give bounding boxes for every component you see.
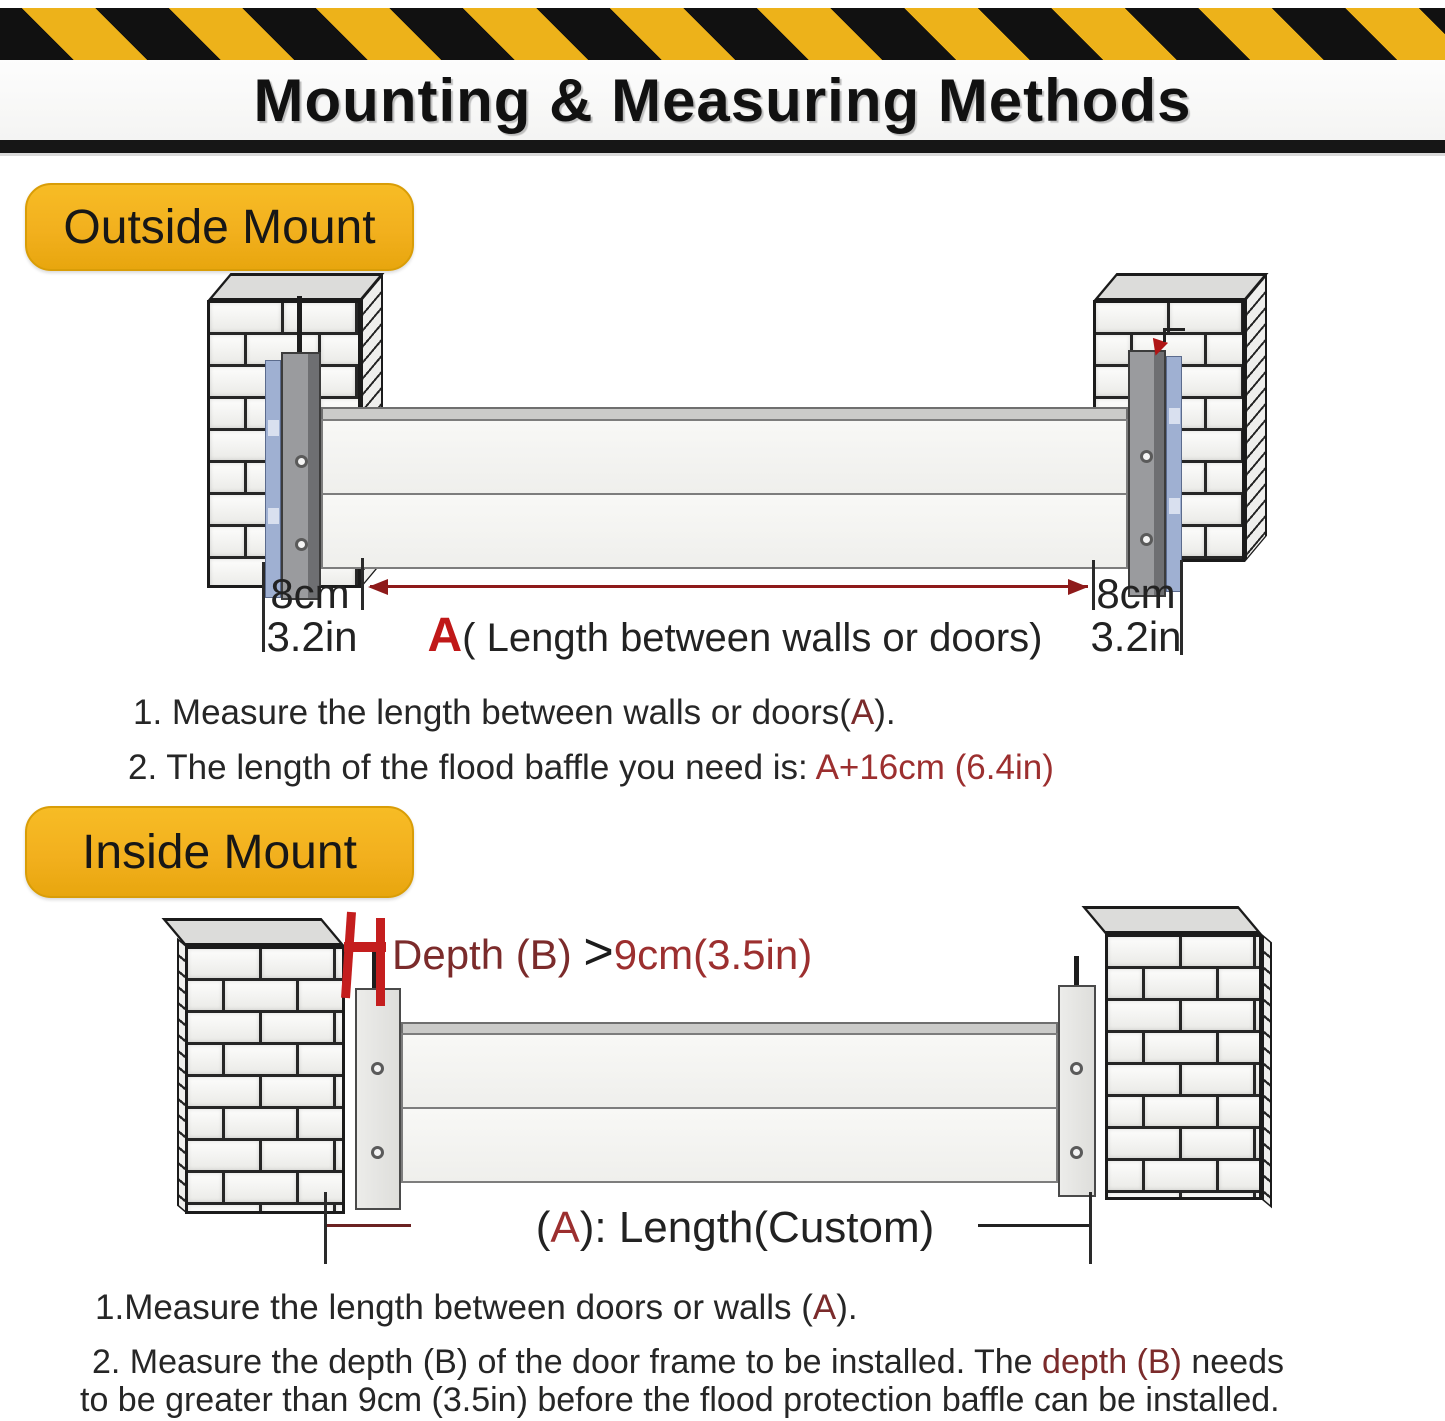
depth-label [392,922,812,982]
inside-length-a: A [550,1203,580,1252]
inside-barrier-panel-upper [401,1033,1058,1109]
inside-instr1-text: 1.Measure the length between doors or walls ( [95,1288,813,1327]
brick-mark-h [1163,328,1185,331]
span-arrow-head-left-icon [368,579,388,595]
inside-dim-tick-left [324,1192,327,1264]
inside-instruction-3: to be greater than 9cm (3.5in) before the flood protection baffle can be installed. [80,1381,1280,1419]
greater-than-sign: > [583,923,614,981]
page-title: Mounting & Measuring Methods [253,67,1192,134]
outside-instr2-text: 2. The length of the flood baffle you need is: [128,748,816,787]
dim-tick-left-inner [361,558,364,610]
inside-length-open: ( [535,1203,551,1252]
inside-mount-label [25,806,414,898]
inside-instruction-2 [92,1343,1284,1382]
inside-length-rest: ): Length(Custom) [579,1203,935,1252]
inside-left-hole-1 [371,1062,384,1075]
inside-right-pillar-top [1082,906,1262,934]
outside-instr1-a: A [850,693,875,732]
outside-instruction-1 [133,693,896,733]
outside-instr1-text: 1. Measure the length between walls or doors( [133,693,851,732]
barrier-panel-upper [321,419,1128,495]
span-arrow-head-right-icon [1068,579,1088,595]
inside-right-hole-2 [1070,1146,1083,1159]
left-mount-channel [281,352,321,600]
left-screw-hole-1 [295,455,308,468]
inside-instr2-depth: depth (B) [1042,1343,1182,1381]
outside-right-pillar-top [1093,273,1268,301]
right-mount-channel [1128,350,1166,597]
dim-right-cm: 8cm [1096,570,1176,617]
span-length-rest: ( Length between walls or doors) [462,616,1043,660]
inside-right-bolt [1074,956,1079,988]
depth-label-pre: Depth (B) [392,931,584,978]
inside-instr1-a: A [812,1288,837,1327]
right-seal-spot-2 [1169,498,1180,514]
outside-instr1-post: ). [874,693,896,732]
span-length-a: A [427,609,463,662]
inside-instruction-1 [95,1288,858,1328]
inside-instr2-post: needs [1181,1343,1284,1381]
span-arrow-line [370,585,1088,588]
divider-bar [0,140,1445,156]
right-screw-hole-2 [1140,533,1153,546]
left-seal-strip [265,360,281,598]
left-seal-spot-2 [268,508,279,524]
inside-right-pillar-front [1105,934,1262,1200]
inside-length-label [430,1203,1040,1253]
inside-instr2-text: 2. Measure the depth (B) of the door frame to be installed. The [92,1343,1043,1381]
inside-right-hole-1 [1070,1062,1083,1075]
inside-left-plate [355,988,401,1210]
outside-mount-label-text: Outside Mount [63,200,376,254]
inside-left-hole-2 [371,1146,384,1159]
dim-left-cm: 8cm [270,570,350,617]
brick-mark-v [1163,328,1166,342]
dim-right-in: 3.2in [1090,613,1182,660]
inside-left-pillar-front [185,946,345,1214]
depth-gauge-bar-left [341,912,356,998]
right-seal-spot-1 [1169,408,1180,424]
left-anchor-bolt [297,296,302,356]
dim-left-in: 3.2in [266,613,358,660]
inside-right-pillar-side [1262,934,1272,1208]
outside-right-pillar-side [1245,274,1267,562]
left-screw-hole-2 [295,538,308,551]
right-screw-hole-1 [1140,450,1153,463]
outside-instruction-2 [128,748,1054,788]
inside-left-pillar-top [162,918,345,946]
depth-gauge-crossbar [344,942,386,952]
outside-instr2-formula: A+16cm (6.4in) [815,748,1054,787]
depth-label-value: 9cm(3.5in) [613,931,813,978]
outside-left-pillar-top [207,273,384,301]
inside-mount-label-text: Inside Mount [82,825,357,879]
depth-gauge-bar-right [376,918,385,1006]
inside-barrier-panel-lower [401,1107,1058,1183]
barrier-panel-lower [321,493,1128,569]
inside-dim-line-left [327,1224,411,1227]
left-seal-spot-1 [268,420,279,436]
span-length-label [380,608,1090,663]
outside-mount-label [25,183,414,271]
inside-instr1-post: ). [836,1288,858,1327]
inside-dim-tick-right [1089,1192,1092,1264]
hazard-stripe-banner [0,8,1445,60]
inside-right-plate [1058,985,1096,1197]
right-seal-strip [1166,356,1182,592]
